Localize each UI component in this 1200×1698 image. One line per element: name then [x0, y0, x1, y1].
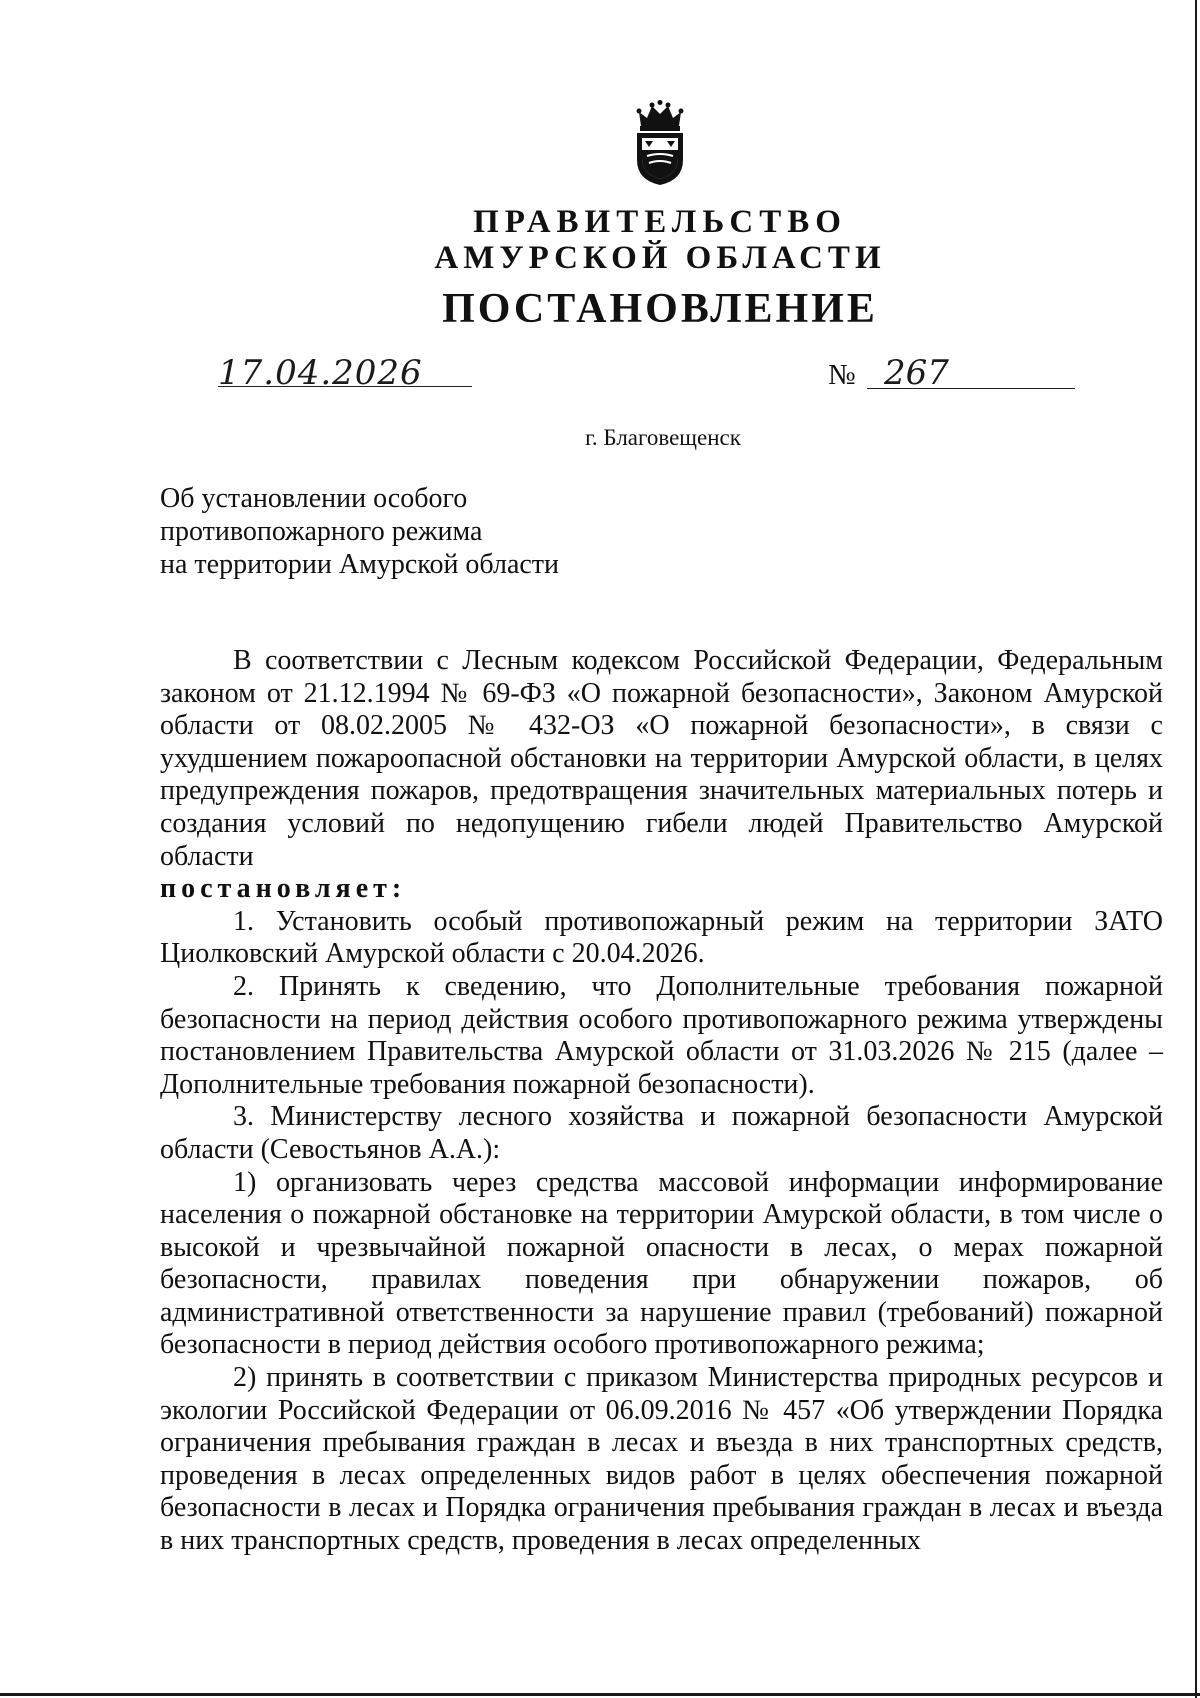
document-type: ПОСТАНОВЛЕНИЕ [442, 286, 878, 332]
number-sign: № [828, 359, 856, 391]
government-title-line1: ПРАВИТЕЛЬСТВО [473, 204, 847, 240]
government-title-line2: АМУРСКОЙ ОБЛАСТИ [434, 240, 886, 276]
subject-line: противопожарного режима [160, 516, 483, 547]
document-date: 17.04.2026 [218, 353, 423, 393]
document-subject [160, 482, 559, 581]
coat-of-arms-icon [631, 100, 689, 186]
document-number: 267 [884, 353, 949, 393]
body-paragraph: 3. Министерству лесного хозяйства и пожарной безопасности Амурской области (Севостьянов А.А.): [160, 1101, 1163, 1165]
subject-line: Об установлении особого [160, 483, 468, 514]
subject-line: на территории Амурской области [160, 549, 560, 580]
body-paragraph: 1) организовать через средства массовой информации информирование населения о пожарной обстановке на территории Амурской области, в том числе о высокой и чрезвычайной пожарной опасности в лесах, о мерах пожарной безопасности, правилах поведения при обнаружении пожаров, об административной ответственности за нарушение правил (требований) пожарной безопасности в период действия особого противопожарного режима; [160, 1166, 1163, 1361]
body-paragraph: 2. Принять к сведению, что Дополнительные требования пожарной безопасности на период действия особого противопожарного режима утверждены постановлением Правительства Амурской области от 31.03.2026 № 215 (далее – Дополнительные требования пожарной безопасности). [160, 970, 1163, 1100]
document-body [160, 645, 1163, 1558]
resolves-heading: постановляет: [160, 873, 407, 905]
scan-edge-bottom [0, 1693, 1200, 1696]
body-paragraph: 1. Установить особый противопожарный режим на территории ЗАТО Циолковский Амурской области с 20.04.2026. [160, 905, 1163, 970]
body-paragraph: 2) принять в соответствии с приказом Министерства природных ресурсов и экологии Российской Федерации от 06.09.2016 № 457 «Об утверждении Порядка ограничения пребывания граждан в лесах и въезда в них транспортных средств, проведения в лесах определенных видов работ в целях обеспечения пожарной безопасности в лесах и Порядка ограничения пребывания граждан в лесах и въезда в них транспортных средств, проведения в лесах определенных [160, 1362, 1163, 1557]
preamble-paragraph: В соответствии с Лесным кодексом Российской Федерации, Федеральным законом от 21.12.1994 № 69-ФЗ «О пожарной безопасности», Законом Амурской области от 08.02.2005 № 432-ОЗ «О пожарной безопасности», в связи с ухудшением пожароопасной обстановки на территории Амурской области, в целях предупреждения пожаров, предотвращения значительных материальных потерь и создания условий по недопущению гибели людей Правительство Амурской области [160, 645, 1163, 872]
city-line: г. Благовещенск [585, 425, 741, 450]
